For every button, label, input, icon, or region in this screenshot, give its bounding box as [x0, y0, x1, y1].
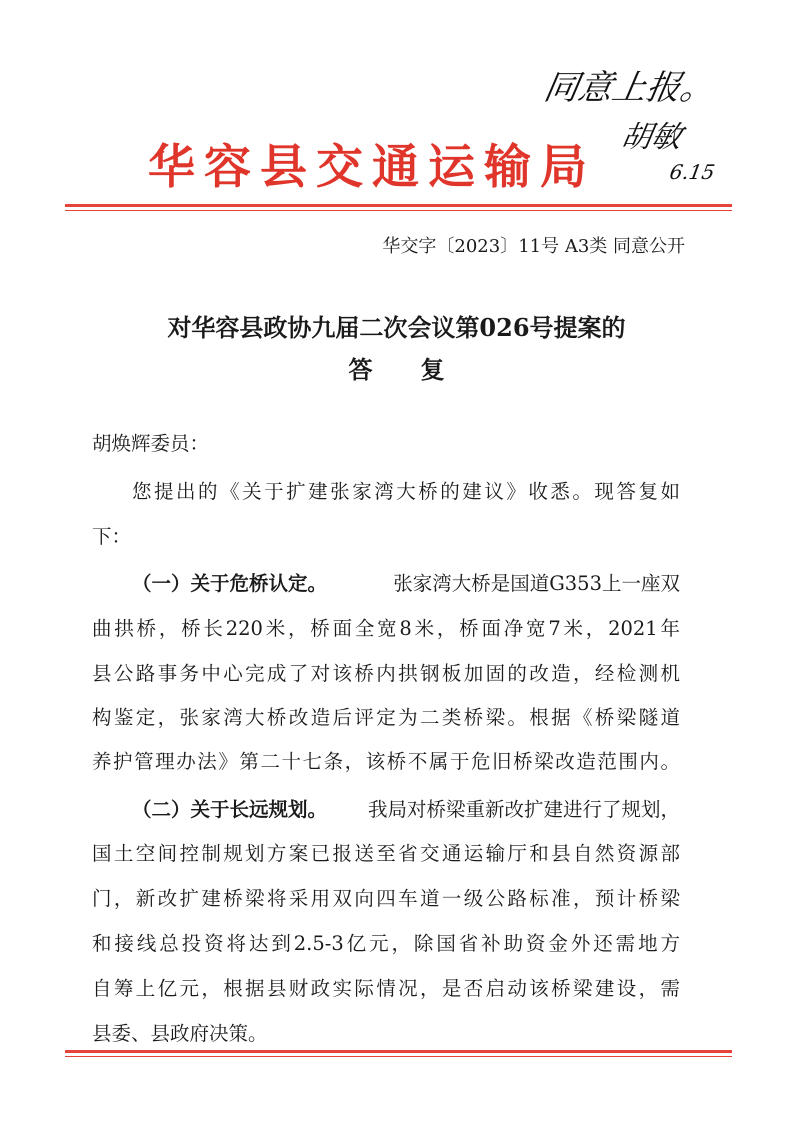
document-title-line1: 对华容县政协九届二次会议第026号提案的 — [167, 313, 626, 342]
section2-line: 县委、县政府决策。 — [92, 1022, 268, 1045]
intro-line: 您提出的《关于扩建张家湾大桥的建议》收悉。现答复如 — [132, 480, 680, 503]
header-divider-thick — [65, 204, 732, 207]
handwritten-approval-note: 同意上报。 — [540, 68, 718, 108]
footer-divider-thick — [65, 1050, 732, 1053]
section1-line: 养护管理办法》第二十七条，该桥不属于危旧桥梁改造范围内。 — [92, 750, 680, 773]
section2-line: 自筹上亿元，根据县财政实际情况，是否启动该桥梁建设，需 — [92, 977, 680, 1000]
header-divider-thin — [65, 210, 732, 211]
section1-line: 构鉴定，张家湾大桥改造后评定为二类桥梁。根据《桥梁隧道 — [92, 706, 680, 729]
handwritten-date: 6.15 — [667, 160, 717, 184]
section2-first-line — [132, 794, 680, 822]
org-letterhead: 华容县交通运输局 — [148, 140, 596, 195]
section2-text: 我局对桥梁重新改扩建进行了规划， — [367, 798, 680, 821]
intro-line: 下： — [92, 525, 132, 548]
handwritten-signature: 胡敏 — [618, 120, 685, 155]
section1-line: 曲拱桥，桥长220米，桥面全宽8米，桥面净宽7米，2021年 — [92, 617, 680, 640]
section1-line: 县公路事务中心完成了对该桥内拱钢板加固的改造，经检测机 — [92, 662, 680, 685]
document-title-line2: 答 复 — [348, 355, 445, 384]
section2-line: 国土空间控制规划方案已报送至省交通运输厅和县自然资源部 — [92, 842, 680, 865]
section1-text: 张家湾大桥是国道G353上一座双 — [393, 572, 680, 595]
document-number: 华交字〔2023〕11号 A3类 同意公开 — [382, 236, 685, 257]
section1-first-line — [132, 568, 680, 596]
footer-divider-thin — [65, 1056, 732, 1057]
section2-line: 和接线总投资将达到2.5-3亿元，除国省补助资金外还需地方 — [92, 932, 680, 955]
section2-line: 门，新改扩建桥梁将采用双向四车道一级公路标准，预计桥梁 — [92, 887, 680, 910]
section2-heading: （二）关于长远规划。 — [132, 798, 328, 821]
section1-heading: （一）关于危桥认定。 — [132, 572, 328, 595]
salutation: 胡焕辉委员： — [92, 432, 210, 455]
